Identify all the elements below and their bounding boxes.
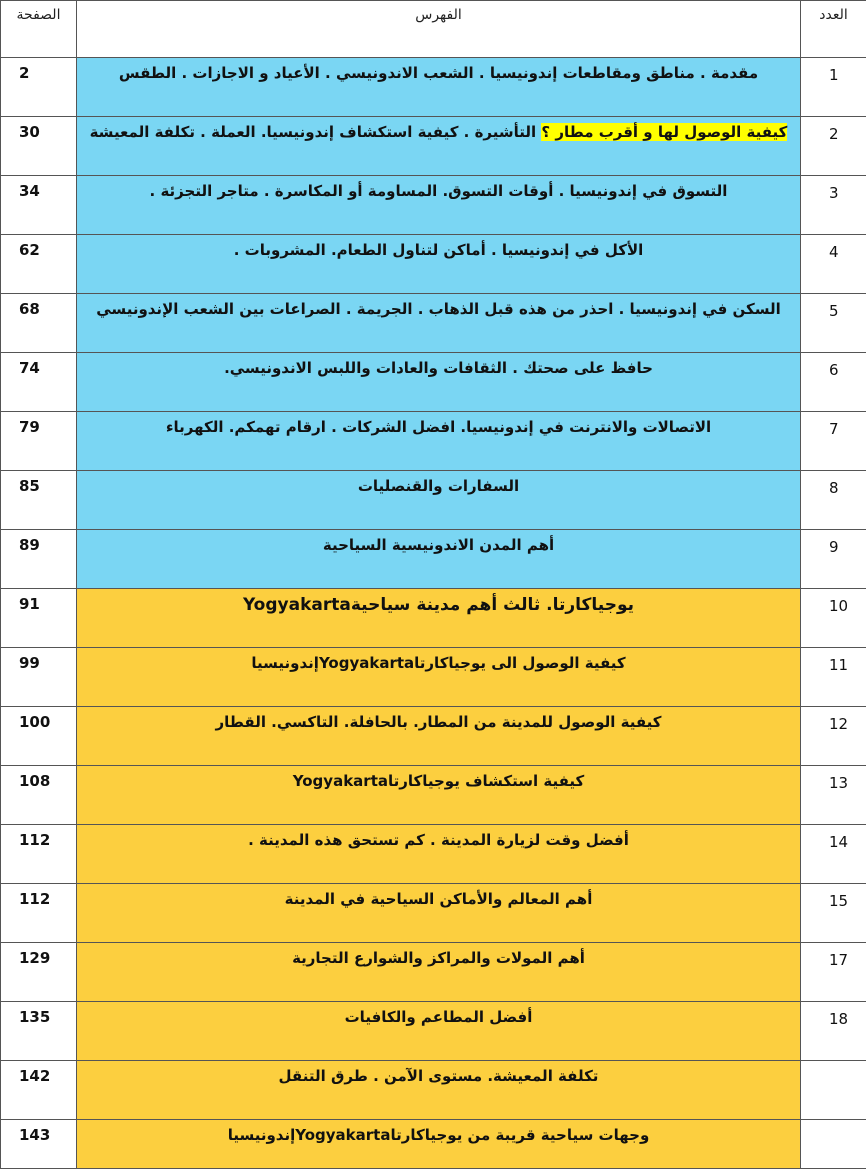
table-row — [1, 1061, 866, 1120]
table-row — [1, 471, 866, 530]
number-column-header: العدد — [801, 1, 866, 58]
chapter-number: 9 — [801, 530, 866, 589]
chapter-number: 5 — [801, 294, 866, 353]
chapter-number: 15 — [801, 884, 866, 943]
chapter-number: 1 — [801, 58, 866, 117]
table-row — [1, 589, 866, 648]
table-row — [1, 766, 866, 825]
page-number: 62 — [1, 235, 77, 294]
chapter-title: الأكل في إندونيسيا . أماكن لتناول الطعام. المشروبات . — [77, 235, 801, 294]
chapter-title: أفضل المطاعم والكافيات — [77, 1002, 801, 1061]
page-number: 100 — [1, 707, 77, 766]
chapter-number: 6 — [801, 353, 866, 412]
table-row — [1, 294, 866, 353]
chapter-title: أهم المولات والمراكز والشوارع التجارية — [77, 943, 801, 1002]
table-row — [1, 117, 866, 176]
chapter-title: كيفية الوصول الى يوجياكارتاYogyakartaإندونيسيا — [77, 648, 801, 707]
page-number: 68 — [1, 294, 77, 353]
page-number: 99 — [1, 648, 77, 707]
chapter-title: كيفية استكشاف يوجياكارتاYogyakarta — [77, 766, 801, 825]
chapter-title: السكن في إندونيسيا . احذر من هذه قبل الذهاب . الجريمة . الصراعات بين الشعب الإندونيسي — [77, 294, 801, 353]
chapter-title: حافظ على صحتك . الثقافات والعادات واللبس الاندونيسي. — [77, 353, 801, 412]
chapter-number: 8 — [801, 471, 866, 530]
chapter-number: 12 — [801, 707, 866, 766]
chapter-title: أهم المعالم والأماكن السياحية في المدينة — [77, 884, 801, 943]
chapter-number: 13 — [801, 766, 866, 825]
chapter-title: يوجياكارتا. ثالث أهم مدينة سياحيةYogyakarta — [77, 589, 801, 648]
table-row — [1, 58, 866, 117]
chapter-title: السفارات والقنصليات — [77, 471, 801, 530]
page-number: 74 — [1, 353, 77, 412]
page-number: 108 — [1, 766, 77, 825]
chapter-number: 4 — [801, 235, 866, 294]
page-number: 91 — [1, 589, 77, 648]
chapter-title: أفضل وقت لزيارة المدينة . كم تستحق هذه المدينة . — [77, 825, 801, 884]
page-column-header: الصفحة — [1, 1, 77, 58]
table-row — [1, 1120, 866, 1169]
table-header-row — [1, 1, 866, 58]
page-number: 2 — [1, 58, 77, 117]
chapter-number: 10 — [801, 589, 866, 648]
page-number: 112 — [1, 884, 77, 943]
chapter-title: الاتصالات والانترنت في إندونيسيا. افضل الشركات . ارقام تهمكم. الكهرباء — [77, 412, 801, 471]
table-row — [1, 353, 866, 412]
chapter-number: 14 — [801, 825, 866, 884]
highlighted-text: كيفية الوصول لها و أقرب مطار ؟ — [541, 123, 787, 141]
page-number: 79 — [1, 412, 77, 471]
page-number: 142 — [1, 1061, 77, 1120]
index-column-header: الفهرس — [77, 1, 801, 58]
table-row — [1, 648, 866, 707]
chapter-number: 18 — [801, 1002, 866, 1061]
page-number: 89 — [1, 530, 77, 589]
chapter-number: 11 — [801, 648, 866, 707]
chapter-number: 3 — [801, 176, 866, 235]
table-row — [1, 412, 866, 471]
chapter-title — [77, 117, 801, 176]
table-row — [1, 176, 866, 235]
page-number: 30 — [1, 117, 77, 176]
chapter-title: وجهات سياحية قريبة من يوجياكارتاYogyakartaإندونيسيا — [77, 1120, 801, 1169]
page-number: 143 — [1, 1120, 77, 1169]
table-row — [1, 825, 866, 884]
chapter-number — [801, 1120, 866, 1169]
page-number: 129 — [1, 943, 77, 1002]
table-row — [1, 1002, 866, 1061]
page-number: 85 — [1, 471, 77, 530]
page-number: 112 — [1, 825, 77, 884]
table-row — [1, 530, 866, 589]
chapter-title: تكلفة المعيشة. مستوى الآمن . طرق التنقل — [77, 1061, 801, 1120]
chapter-title: أهم المدن الاندونيسية السياحية — [77, 530, 801, 589]
chapter-number: 17 — [801, 943, 866, 1002]
chapter-title: التسوق في إندونيسيا . أوقات التسوق. المساومة أو المكاسرة . متاجر التجزئة . — [77, 176, 801, 235]
chapter-title-rest: التأشيرة . كيفية استكشاف إندونيسيا. العملة . تكلفة المعيشة — [90, 123, 542, 141]
chapter-title: مقدمة . مناطق ومقاطعات إندونيسيا . الشعب الاندونيسي . الأعياد و الاجازات . الطقس — [77, 58, 801, 117]
chapter-title: كيفية الوصول للمدينة من المطار. بالحافلة. التاكسي. القطار — [77, 707, 801, 766]
table-row — [1, 707, 866, 766]
table-row — [1, 943, 866, 1002]
table-row — [1, 884, 866, 943]
page-number: 34 — [1, 176, 77, 235]
page-number: 135 — [1, 1002, 77, 1061]
chapter-number: 7 — [801, 412, 866, 471]
chapter-number — [801, 1061, 866, 1120]
chapter-number: 2 — [801, 117, 866, 176]
table-row — [1, 235, 866, 294]
